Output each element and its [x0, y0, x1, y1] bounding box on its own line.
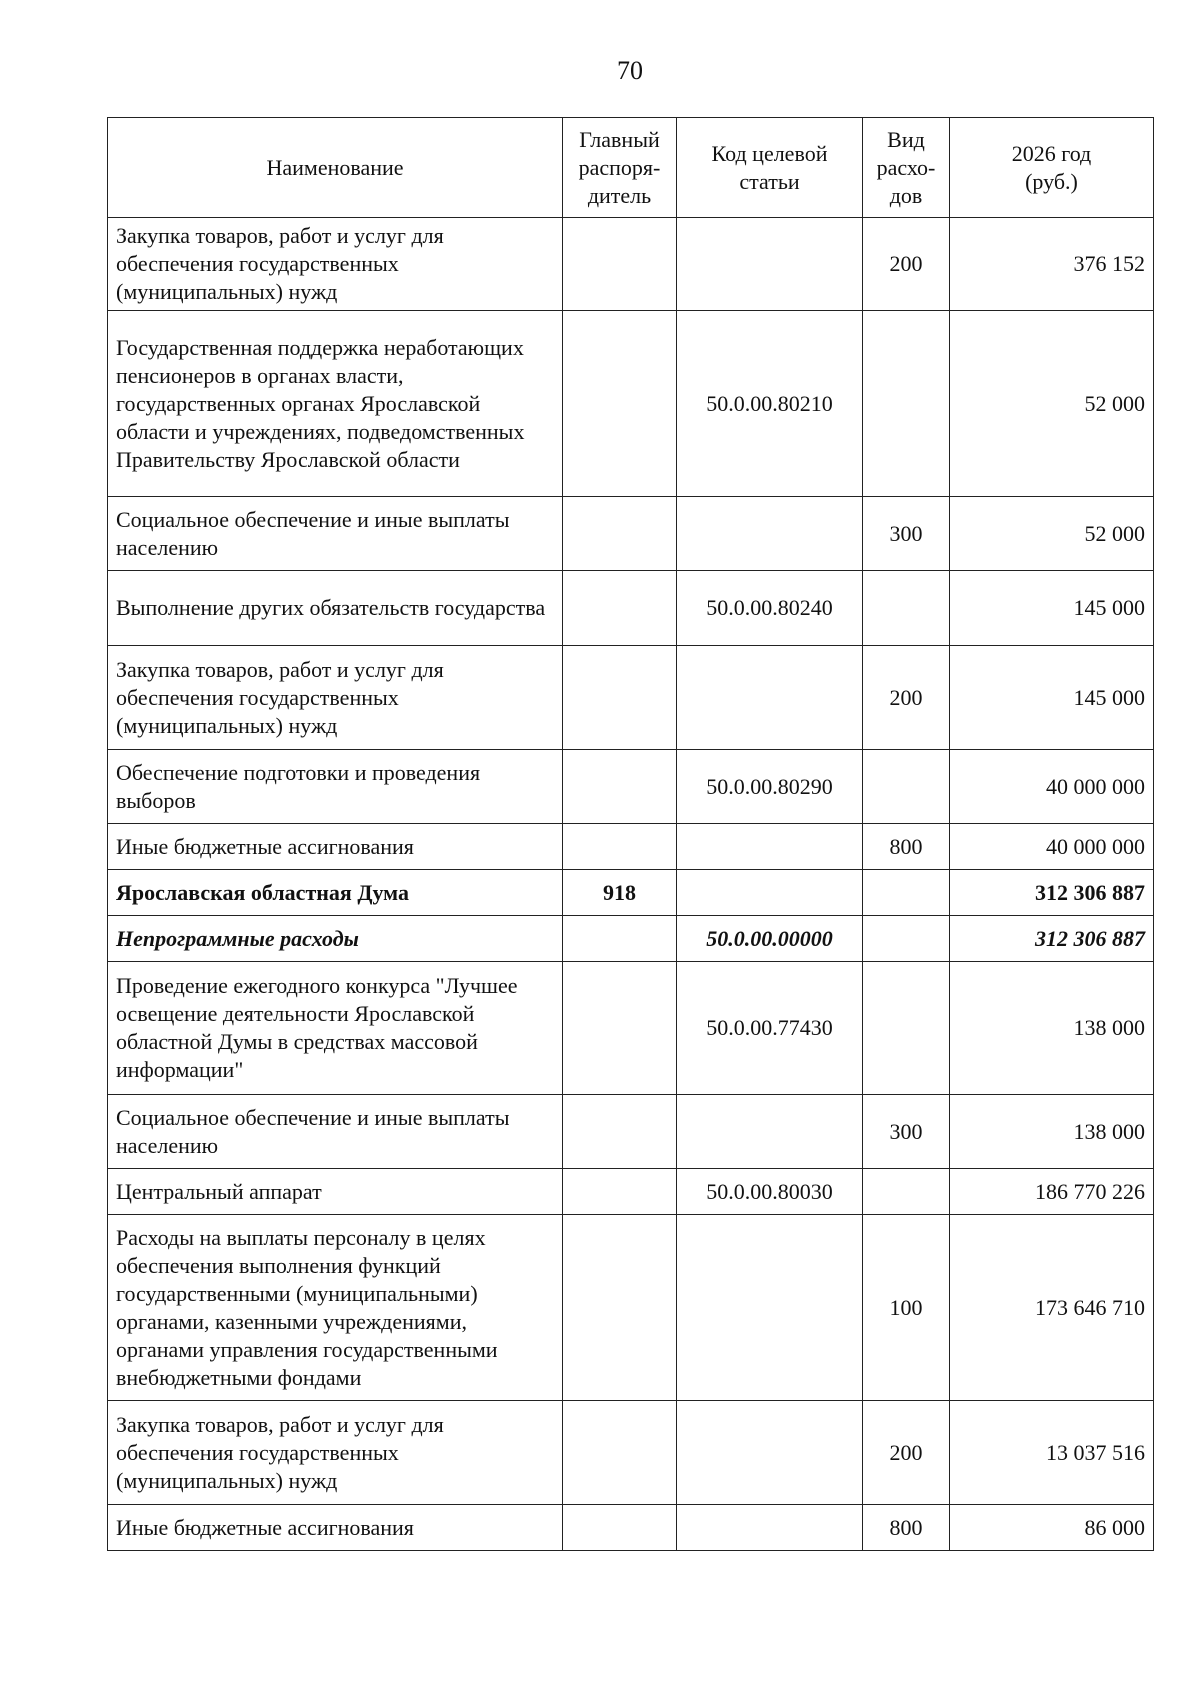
cell-admin: [563, 1505, 677, 1551]
cell-name: Расходы на выплаты персоналу в целях обеспечения выполнения функций государственными (муниципальными) органами, казенными учреждениями, органами управления государственными внебюджетными фондами: [108, 1215, 563, 1401]
cell-kind: [863, 916, 950, 962]
cell-admin: [563, 311, 677, 497]
cell-admin: [563, 824, 677, 870]
cell-code: 50.0.00.80030: [677, 1169, 863, 1215]
table-body: [108, 218, 1154, 1551]
table-row: [108, 1169, 1154, 1215]
table-row: [108, 646, 1154, 750]
cell-sum: 13 037 516: [950, 1401, 1154, 1505]
table-row: [108, 824, 1154, 870]
table-header-row: [108, 118, 1154, 218]
cell-kind: 300: [863, 1095, 950, 1169]
cell-admin: [563, 1215, 677, 1401]
cell-sum: 40 000 000: [950, 824, 1154, 870]
cell-name: Социальное обеспечение и иные выплаты населению: [108, 1095, 563, 1169]
cell-name: Выполнение других обязательств государства: [108, 571, 563, 646]
cell-name: Обеспечение подготовки и проведения выборов: [108, 750, 563, 824]
cell-sum: 52 000: [950, 497, 1154, 571]
cell-sum: 40 000 000: [950, 750, 1154, 824]
cell-admin: [563, 571, 677, 646]
table-row: [108, 1215, 1154, 1401]
cell-kind: 800: [863, 1505, 950, 1551]
cell-sum: 376 152: [950, 218, 1154, 311]
header-code: Код целевой статьи: [677, 118, 863, 218]
cell-sum: 312 306 887: [950, 870, 1154, 916]
cell-kind: 800: [863, 824, 950, 870]
table-row: [108, 1095, 1154, 1169]
cell-admin: [563, 1095, 677, 1169]
cell-code: [677, 1095, 863, 1169]
cell-admin: [563, 750, 677, 824]
cell-admin: [563, 962, 677, 1095]
cell-sum: 138 000: [950, 1095, 1154, 1169]
cell-sum: 138 000: [950, 962, 1154, 1095]
cell-code: [677, 218, 863, 311]
cell-sum: 145 000: [950, 571, 1154, 646]
cell-name: Иные бюджетные ассигнования: [108, 1505, 563, 1551]
cell-code: 50.0.00.80290: [677, 750, 863, 824]
table-row: [108, 311, 1154, 497]
cell-admin: [563, 1169, 677, 1215]
cell-sum: 145 000: [950, 646, 1154, 750]
cell-name: Центральный аппарат: [108, 1169, 563, 1215]
cell-admin: [563, 218, 677, 311]
cell-kind: [863, 870, 950, 916]
cell-code: [677, 824, 863, 870]
cell-code: [677, 1215, 863, 1401]
cell-sum: 173 646 710: [950, 1215, 1154, 1401]
cell-kind: 200: [863, 1401, 950, 1505]
cell-name: Закупка товаров, работ и услуг для обеспечения государственных (муниципальных) нужд: [108, 646, 563, 750]
cell-sum: 186 770 226: [950, 1169, 1154, 1215]
cell-code: 50.0.00.77430: [677, 962, 863, 1095]
cell-code: [677, 497, 863, 571]
cell-kind: 200: [863, 646, 950, 750]
cell-name: Государственная поддержка неработающих пенсионеров в органах власти, государственных органах Ярославской области и учреждениях, подведомственных Правительству Ярославской области: [108, 311, 563, 497]
cell-sum: 52 000: [950, 311, 1154, 497]
header-sum: 2026 год (руб.): [950, 118, 1154, 218]
cell-kind: [863, 311, 950, 497]
cell-kind: [863, 1169, 950, 1215]
cell-sum: 312 306 887: [950, 916, 1154, 962]
cell-name: Проведение ежегодного конкурса "Лучшее освещение деятельности Ярославской областной Думы в средствах массовой информации": [108, 962, 563, 1095]
cell-admin: [563, 497, 677, 571]
page-number: 70: [617, 56, 643, 85]
table-row: [108, 962, 1154, 1095]
cell-code: 50.0.00.80240: [677, 571, 863, 646]
cell-admin: [563, 646, 677, 750]
cell-name: Социальное обеспечение и иные выплаты населению: [108, 497, 563, 571]
cell-code: 50.0.00.80210: [677, 311, 863, 497]
cell-name: Ярославская областная Дума: [108, 870, 563, 916]
cell-code: [677, 1505, 863, 1551]
cell-kind: [863, 571, 950, 646]
cell-kind: 200: [863, 218, 950, 311]
table-row: [108, 750, 1154, 824]
budget-table: [107, 117, 1154, 1551]
table-row: [108, 1401, 1154, 1505]
header-admin: Главный распоря- дитель: [563, 118, 677, 218]
cell-name: Закупка товаров, работ и услуг для обеспечения государственных (муниципальных) нужд: [108, 1401, 563, 1505]
cell-sum: 86 000: [950, 1505, 1154, 1551]
cell-kind: [863, 962, 950, 1095]
cell-kind: 100: [863, 1215, 950, 1401]
cell-code: [677, 646, 863, 750]
table-row: [108, 218, 1154, 311]
header-name: Наименование: [108, 118, 563, 218]
table-row: [108, 916, 1154, 962]
cell-code: 50.0.00.00000: [677, 916, 863, 962]
cell-name: Закупка товаров, работ и услуг для обеспечения государственных (муниципальных) нужд: [108, 218, 563, 311]
table-row: [108, 571, 1154, 646]
cell-kind: [863, 750, 950, 824]
cell-code: [677, 870, 863, 916]
cell-name: Иные бюджетные ассигнования: [108, 824, 563, 870]
cell-admin: 918: [563, 870, 677, 916]
header-kind: Вид расхо- дов: [863, 118, 950, 218]
cell-name: Непрограммные расходы: [108, 916, 563, 962]
table-row: [108, 497, 1154, 571]
table-row: [108, 870, 1154, 916]
cell-code: [677, 1401, 863, 1505]
cell-admin: [563, 916, 677, 962]
table-row: [108, 1505, 1154, 1551]
cell-admin: [563, 1401, 677, 1505]
cell-kind: 300: [863, 497, 950, 571]
